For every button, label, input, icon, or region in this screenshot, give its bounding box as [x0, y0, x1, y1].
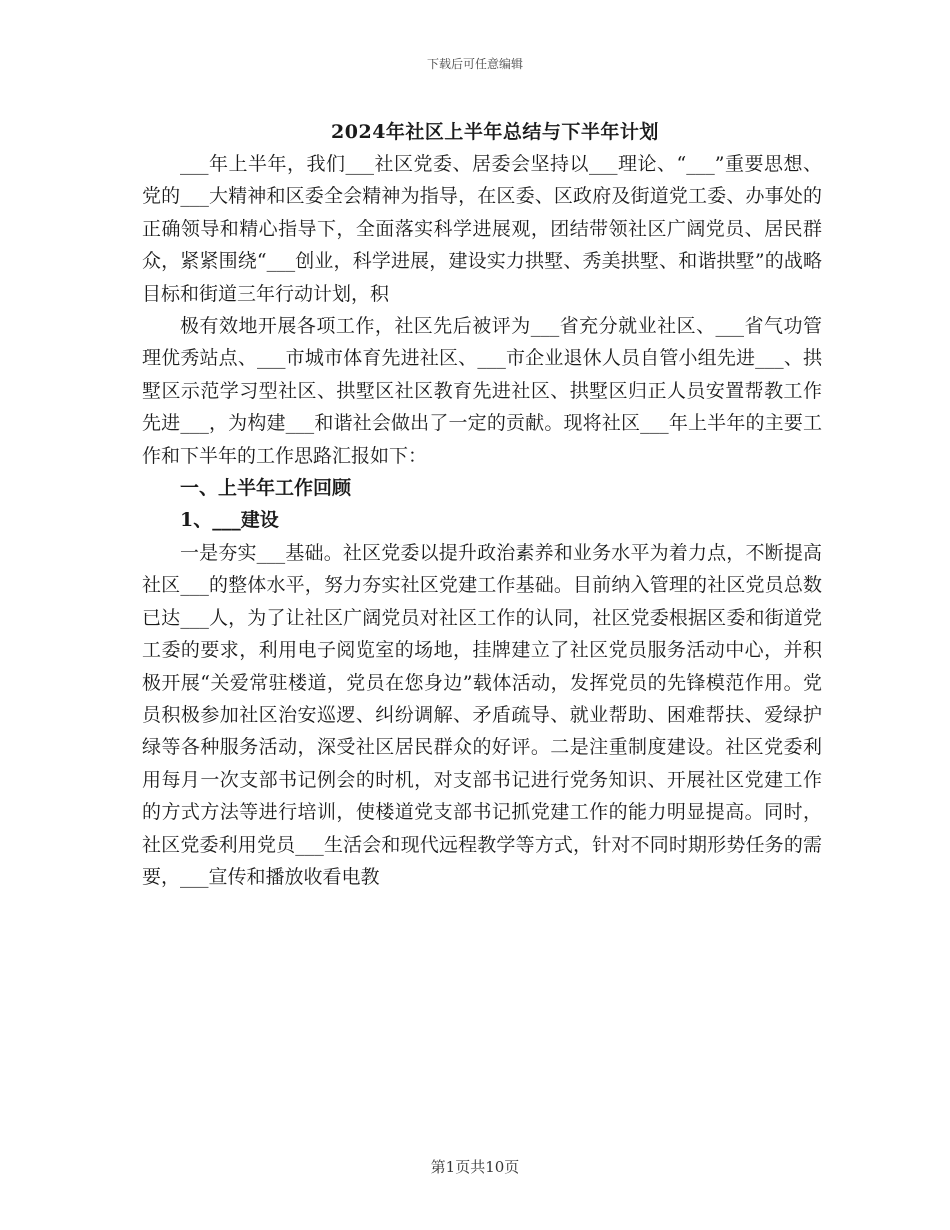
section-heading-review: 一、上半年工作回顾: [180, 477, 352, 500]
intro-paragraph: ___年上半年，我们___社区党委、居委会坚持以___理论、“___”重要思想、党的___大精神和区委全会精神为指导，在区委、区政府及街道党工委、办事处的正确领导和精心指导下，全面落实科学进展观，团结带领社区广阔党员、居民群众，紧紧围绕“___创业，科学进展，建设实力拱墅、秀美拱墅、和谐拱墅”的战略目标和街道三年行动计划，积: [142, 153, 822, 305]
construction-paragraph: 一是夯实___基础。社区党委以提升政治素养和业务水平为着力点，不断提高社区___的整体水平，努力夯实社区党建工作基础。目前纳入管理的社区党员总数已达___人，为了让社区广阔党员对社区工作的认同，社区党委根据区委和街道党工委的要求，利用电子阅览室的场地，挂牌建立了社区党员服务活动中心，并积极开展“关爱常驻楼道，党员在您身边”载体活动，发挥党员的先锋模范作用。党员积极参加社区治安巡逻、纠纷调解、矛盾疏导、就业帮助、困难帮扶、爱绿护绿等各种服务活动，深受社区居民群众的好评。二是注重制度建设。社区党委利用每月一次支部书记例会的时机，对支部书记进行党务知识、开展社区党建工作的方式方法等进行培训，使楼道党支部书记抓党建工作的能力明显提高。同时，社区党委利用党员___生活会和现代远程教学等方式，针对不同时期形势任务的需要，___宣传和播放收看电教: [142, 541, 822, 888]
document-body: [142, 148, 822, 893]
header-note: 下载后可任意编辑: [426, 57, 523, 71]
page-footer: 第1页共10页: [430, 1158, 520, 1176]
document-title: 2024年社区上半年总结与下半年计划: [331, 121, 659, 143]
honors-paragraph: 极有效地开展各项工作，社区先后被评为___省充分就业社区、___省气功管理优秀站点、___市城市体育先进社区、___市企业退休人员自管小组先进___、拱墅区示范学习型社区、拱墅区社区教育先进社区、拱墅区归正人员安置帮教工作先进___，为构建___和谐社会做出了一定的贡献。现将社区___年上半年的主要工作和下半年的工作思路汇报如下：: [142, 315, 822, 467]
subsection-heading-construction: 1、___建设: [180, 509, 279, 532]
